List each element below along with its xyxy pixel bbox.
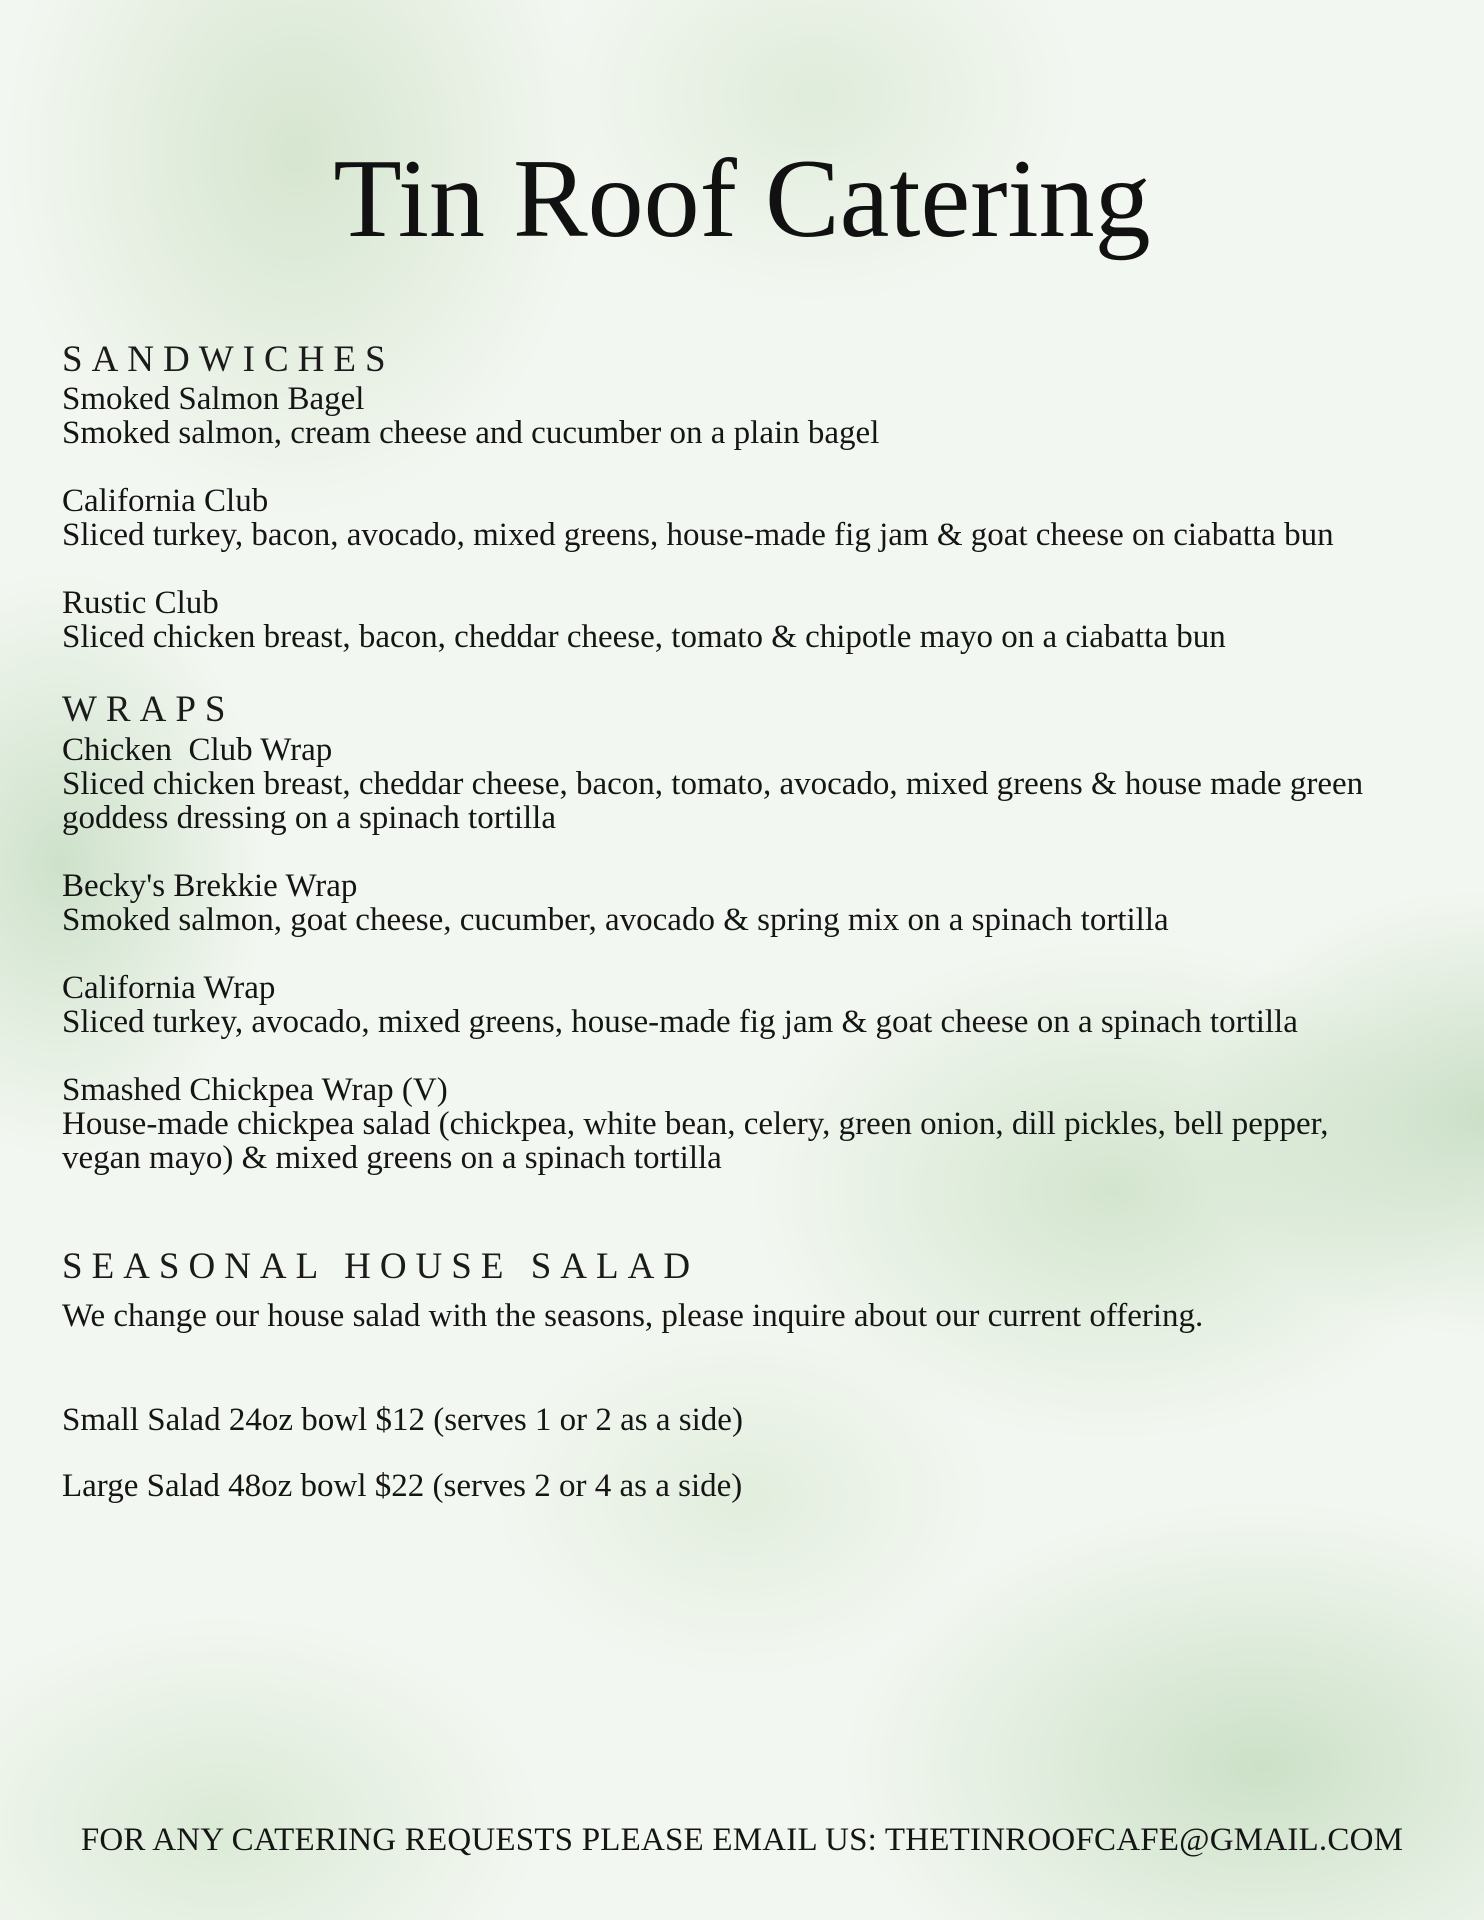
menu-item	[62, 971, 1402, 1039]
wraps-section	[62, 688, 1402, 1174]
menu-item	[62, 733, 1402, 835]
section-heading-salad: SEASONAL HOUSE SALAD	[62, 1245, 700, 1287]
menu-item	[62, 1073, 1402, 1175]
page-title: Tin Roof Catering	[333, 137, 1151, 261]
item-name: Smoked Salmon Bagel	[62, 381, 365, 418]
item-name: California Wrap	[62, 969, 276, 1006]
sandwiches-section	[62, 338, 1402, 654]
item-description: Smoked salmon, cream cheese and cucumber on a plain bagel	[62, 415, 880, 452]
section-heading-sandwiches: SANDWICHES	[62, 339, 395, 380]
menu-item	[62, 484, 1402, 552]
item-description: Sliced chicken breast, cheddar cheese, bacon, tomato, avocado, mixed greens & house made green goddess dressing on a spinach tortilla	[62, 765, 1364, 836]
menu-content	[62, 338, 1402, 1503]
salad-section	[62, 1245, 1402, 1503]
salad-price-small: Small Salad 24oz bowl $12 (serves 1 or 2 as a side)	[62, 1402, 743, 1439]
menu-item	[62, 586, 1402, 654]
section-heading-wraps: WRAPS	[62, 689, 235, 731]
item-description: Sliced turkey, avocado, mixed greens, house-made fig jam & goat cheese on a spinach tortilla	[62, 1003, 1298, 1040]
item-description: Sliced turkey, bacon, avocado, mixed greens, house-made fig jam & goat cheese on ciabatta bun	[62, 517, 1334, 554]
menu-item	[62, 382, 1402, 450]
item-name: California Club	[62, 483, 269, 520]
item-name: Smashed Chickpea Wrap (V)	[62, 1071, 448, 1108]
item-name: Chicken Club Wrap	[62, 731, 333, 768]
item-name: Rustic Club	[62, 585, 219, 622]
item-description: House-made chickpea salad (chickpea, white bean, celery, green onion, dill pickles, bell pepper, vegan mayo) & mixed greens on a spinach tortilla	[62, 1105, 1329, 1176]
menu-item	[62, 869, 1402, 937]
item-description: Sliced chicken breast, bacon, cheddar cheese, tomato & chipotle mayo on a ciabatta bun	[62, 619, 1226, 656]
item-description: Smoked salmon, goat cheese, cucumber, avocado & spring mix on a spinach tortilla	[62, 901, 1169, 938]
salad-description: We change our house salad with the seasons, please inquire about our current offering.	[62, 1298, 1204, 1335]
footer-contact: FOR ANY CATERING REQUESTS PLEASE EMAIL US: THETINROOFCAFE@GMAIL.COM	[80, 1822, 1404, 1858]
salad-price-large: Large Salad 48oz bowl $22 (serves 2 or 4 as a side)	[62, 1468, 743, 1505]
item-name: Becky's Brekkie Wrap	[62, 867, 358, 904]
